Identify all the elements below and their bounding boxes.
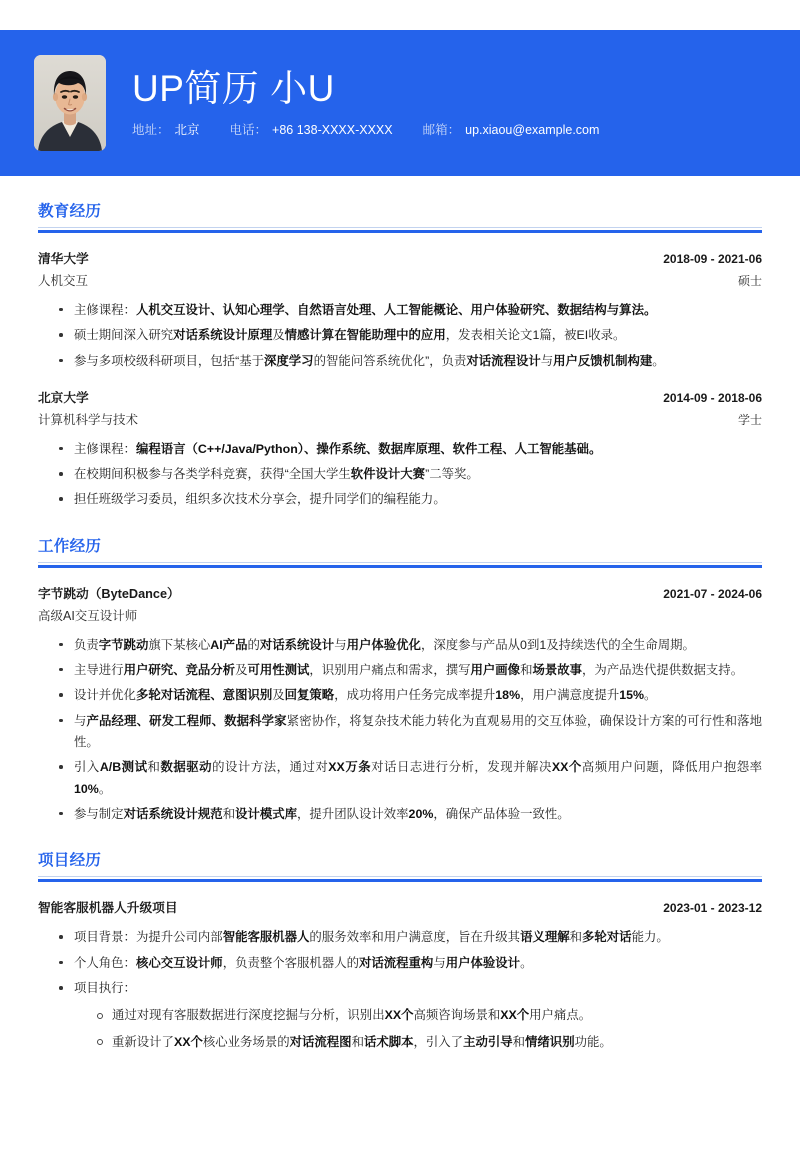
- profile-photo-image: [34, 55, 106, 151]
- bullet-item: 设计并优化多轮对话流程、意图识别及回复策略，成功将用户任务完成率提升18%，用户满意度提升15%。: [58, 685, 762, 706]
- entry-subheader-row: [38, 272, 762, 291]
- bullet-item: 主修课程：人机交互设计、认知心理学、自然语言处理、人工智能概论、用户体验研究、数据结构与算法。: [58, 300, 762, 321]
- entry-subheader-row: [38, 607, 762, 626]
- bullet-item: 负责字节跳动旗下某核心AI产品的对话系统设计与用户体验优化，深度参与产品从0到1及持续迭代的全生命周期。: [58, 635, 762, 656]
- bullet-item: 硕士期间深入研究对话系统设计原理及情感计算在智能助理中的应用，发表相关论文1篇，被EI收录。: [58, 325, 762, 346]
- entry-header-row: [38, 389, 762, 408]
- entry-bullet-list: [38, 635, 762, 826]
- resume-entry: [38, 585, 762, 825]
- contact-row: [132, 123, 766, 138]
- section-divider-thick: [38, 565, 762, 568]
- bullet-item: 主修课程：编程语言（C++/Java/Python）、操作系统、数据库原理、软件工程、人工智能基础。: [58, 439, 762, 460]
- contact-address-label: 地址：: [132, 122, 170, 137]
- bullet-item: 在校期间积极参与各类学科竞赛，获得“全国大学生软件设计大赛”二等奖。: [58, 464, 762, 485]
- section-divider: [38, 562, 762, 568]
- section-divider-thin: [38, 876, 762, 877]
- entry-header-row: [38, 585, 762, 604]
- entry-organization: 北京大学: [38, 390, 89, 405]
- entry-bullet-list: [38, 300, 762, 372]
- bullet-item: 参与制定对话系统设计规范和设计模式库，提升团队设计效率20%，确保产品体验一致性。: [58, 804, 762, 825]
- contact-phone-value: +86 138-XXXX-XXXX: [272, 122, 393, 137]
- resume-body: [0, 202, 800, 1053]
- contact-email-label: 邮箱：: [422, 122, 461, 137]
- entry-bullet-list: [38, 927, 762, 1053]
- entry-organization: 清华大学: [38, 252, 89, 267]
- bullet-item: 引入A/B测试和数据驱动的设计方法，通过对XX万条对话日志进行分析，发现并解决XX个高频用户问题，降低用户抱怨率10%。: [58, 757, 762, 800]
- entry-degree: 硕士: [737, 274, 762, 289]
- sub-bullet-item: 通过对现有客服数据进行深度挖掘与分析，识别出XX个高频咨询场景和XX个用户痛点。: [96, 1005, 762, 1026]
- entry-degree: 学士: [737, 412, 762, 427]
- bullet-item: 个人角色：核心交互设计师，负责整个客服机器人的对话流程重构与用户体验设计。: [58, 953, 762, 974]
- profile-photo: [34, 55, 106, 151]
- bullet-item: 项目执行： 通过对现有客服数据进行深度挖掘与分析，识别出XX个高频咨询场景和XX个用户痛点。 重新设计了XX个核心业务场景的对话流程图和话术脚本，引入了主动引导和情绪识别功能。: [58, 978, 762, 1053]
- bullet-item: 担任班级学习委员，组织多次技术分享会，提升同学们的编程能力。: [58, 489, 762, 510]
- resume-entry: [38, 899, 762, 1053]
- bullet-item: 参与多项校级科研项目，包括“基于深度学习的智能问答系统优化”，负责对话流程设计与用户反馈机制构建。: [58, 351, 762, 372]
- section-divider: [38, 227, 762, 233]
- candidate-name: UP简历 小U: [132, 68, 335, 110]
- entry-subheader-row: [38, 411, 762, 430]
- entry-bullet-list: [38, 439, 762, 511]
- identity-block: [132, 68, 766, 137]
- contact-address-value: 北京: [174, 122, 200, 137]
- section-divider-thin: [38, 562, 762, 563]
- entry-header-row: [38, 250, 762, 269]
- bullet-item: 项目背景：为提升公司内部智能客服机器人的服务效率和用户满意度，旨在升级其语义理解和多轮对话能力。: [58, 927, 762, 948]
- section-divider-thick: [38, 230, 762, 233]
- contact-email-value: up.xiaou@example.com: [465, 122, 600, 137]
- contact-email: [423, 123, 600, 138]
- resume-section: [38, 537, 762, 826]
- resume-entry: [38, 250, 762, 372]
- entry-date-range: 2018-09 - 2021-06: [663, 252, 762, 267]
- bullet-item: 与产品经理、研发工程师、数据科学家紧密协作，将复杂技术能力转化为直观易用的交互体验，确保设计方案的可行性和落地性。: [58, 711, 762, 754]
- bullet-item: 主导进行用户研究、竞品分析及可用性测试，识别用户痛点和需求，撰写用户画像和场景故事，为产品迭代提供数据支持。: [58, 660, 762, 681]
- section-divider: [38, 876, 762, 882]
- section-divider-thin: [38, 227, 762, 228]
- entry-header-row: [38, 899, 762, 918]
- resume-section: [38, 851, 762, 1053]
- entry-role: 高级AI交互设计师: [38, 608, 138, 623]
- entry-role: 计算机科学与技术: [38, 412, 139, 427]
- section-title: 工作经历: [38, 537, 102, 555]
- entry-sub-bullet-list: [74, 1005, 762, 1053]
- entry-date-range: 2021-07 - 2024-06: [663, 586, 762, 601]
- resume-entry: [38, 389, 762, 511]
- contact-phone: [230, 123, 393, 138]
- entry-date-range: 2023-01 - 2023-12: [663, 901, 762, 916]
- entry-organization: 字节跳动（ByteDance）: [38, 586, 180, 601]
- entry-role: 人机交互: [38, 274, 89, 289]
- resume-page: [0, 30, 800, 1160]
- section-divider-thick: [38, 879, 762, 882]
- section-title: 教育经历: [38, 203, 102, 220]
- contact-address: [132, 123, 200, 138]
- resume-header-banner: [0, 30, 800, 176]
- entry-organization: 智能客服机器人升级项目: [38, 901, 178, 916]
- sub-bullet-item: 重新设计了XX个核心业务场景的对话流程图和话术脚本，引入了主动引导和情绪识别功能。: [96, 1032, 762, 1053]
- contact-phone-label: 电话：: [229, 122, 268, 137]
- section-title: 项目经历: [38, 852, 102, 870]
- resume-section: [38, 202, 762, 511]
- entry-date-range: 2014-09 - 2018-06: [663, 390, 762, 405]
